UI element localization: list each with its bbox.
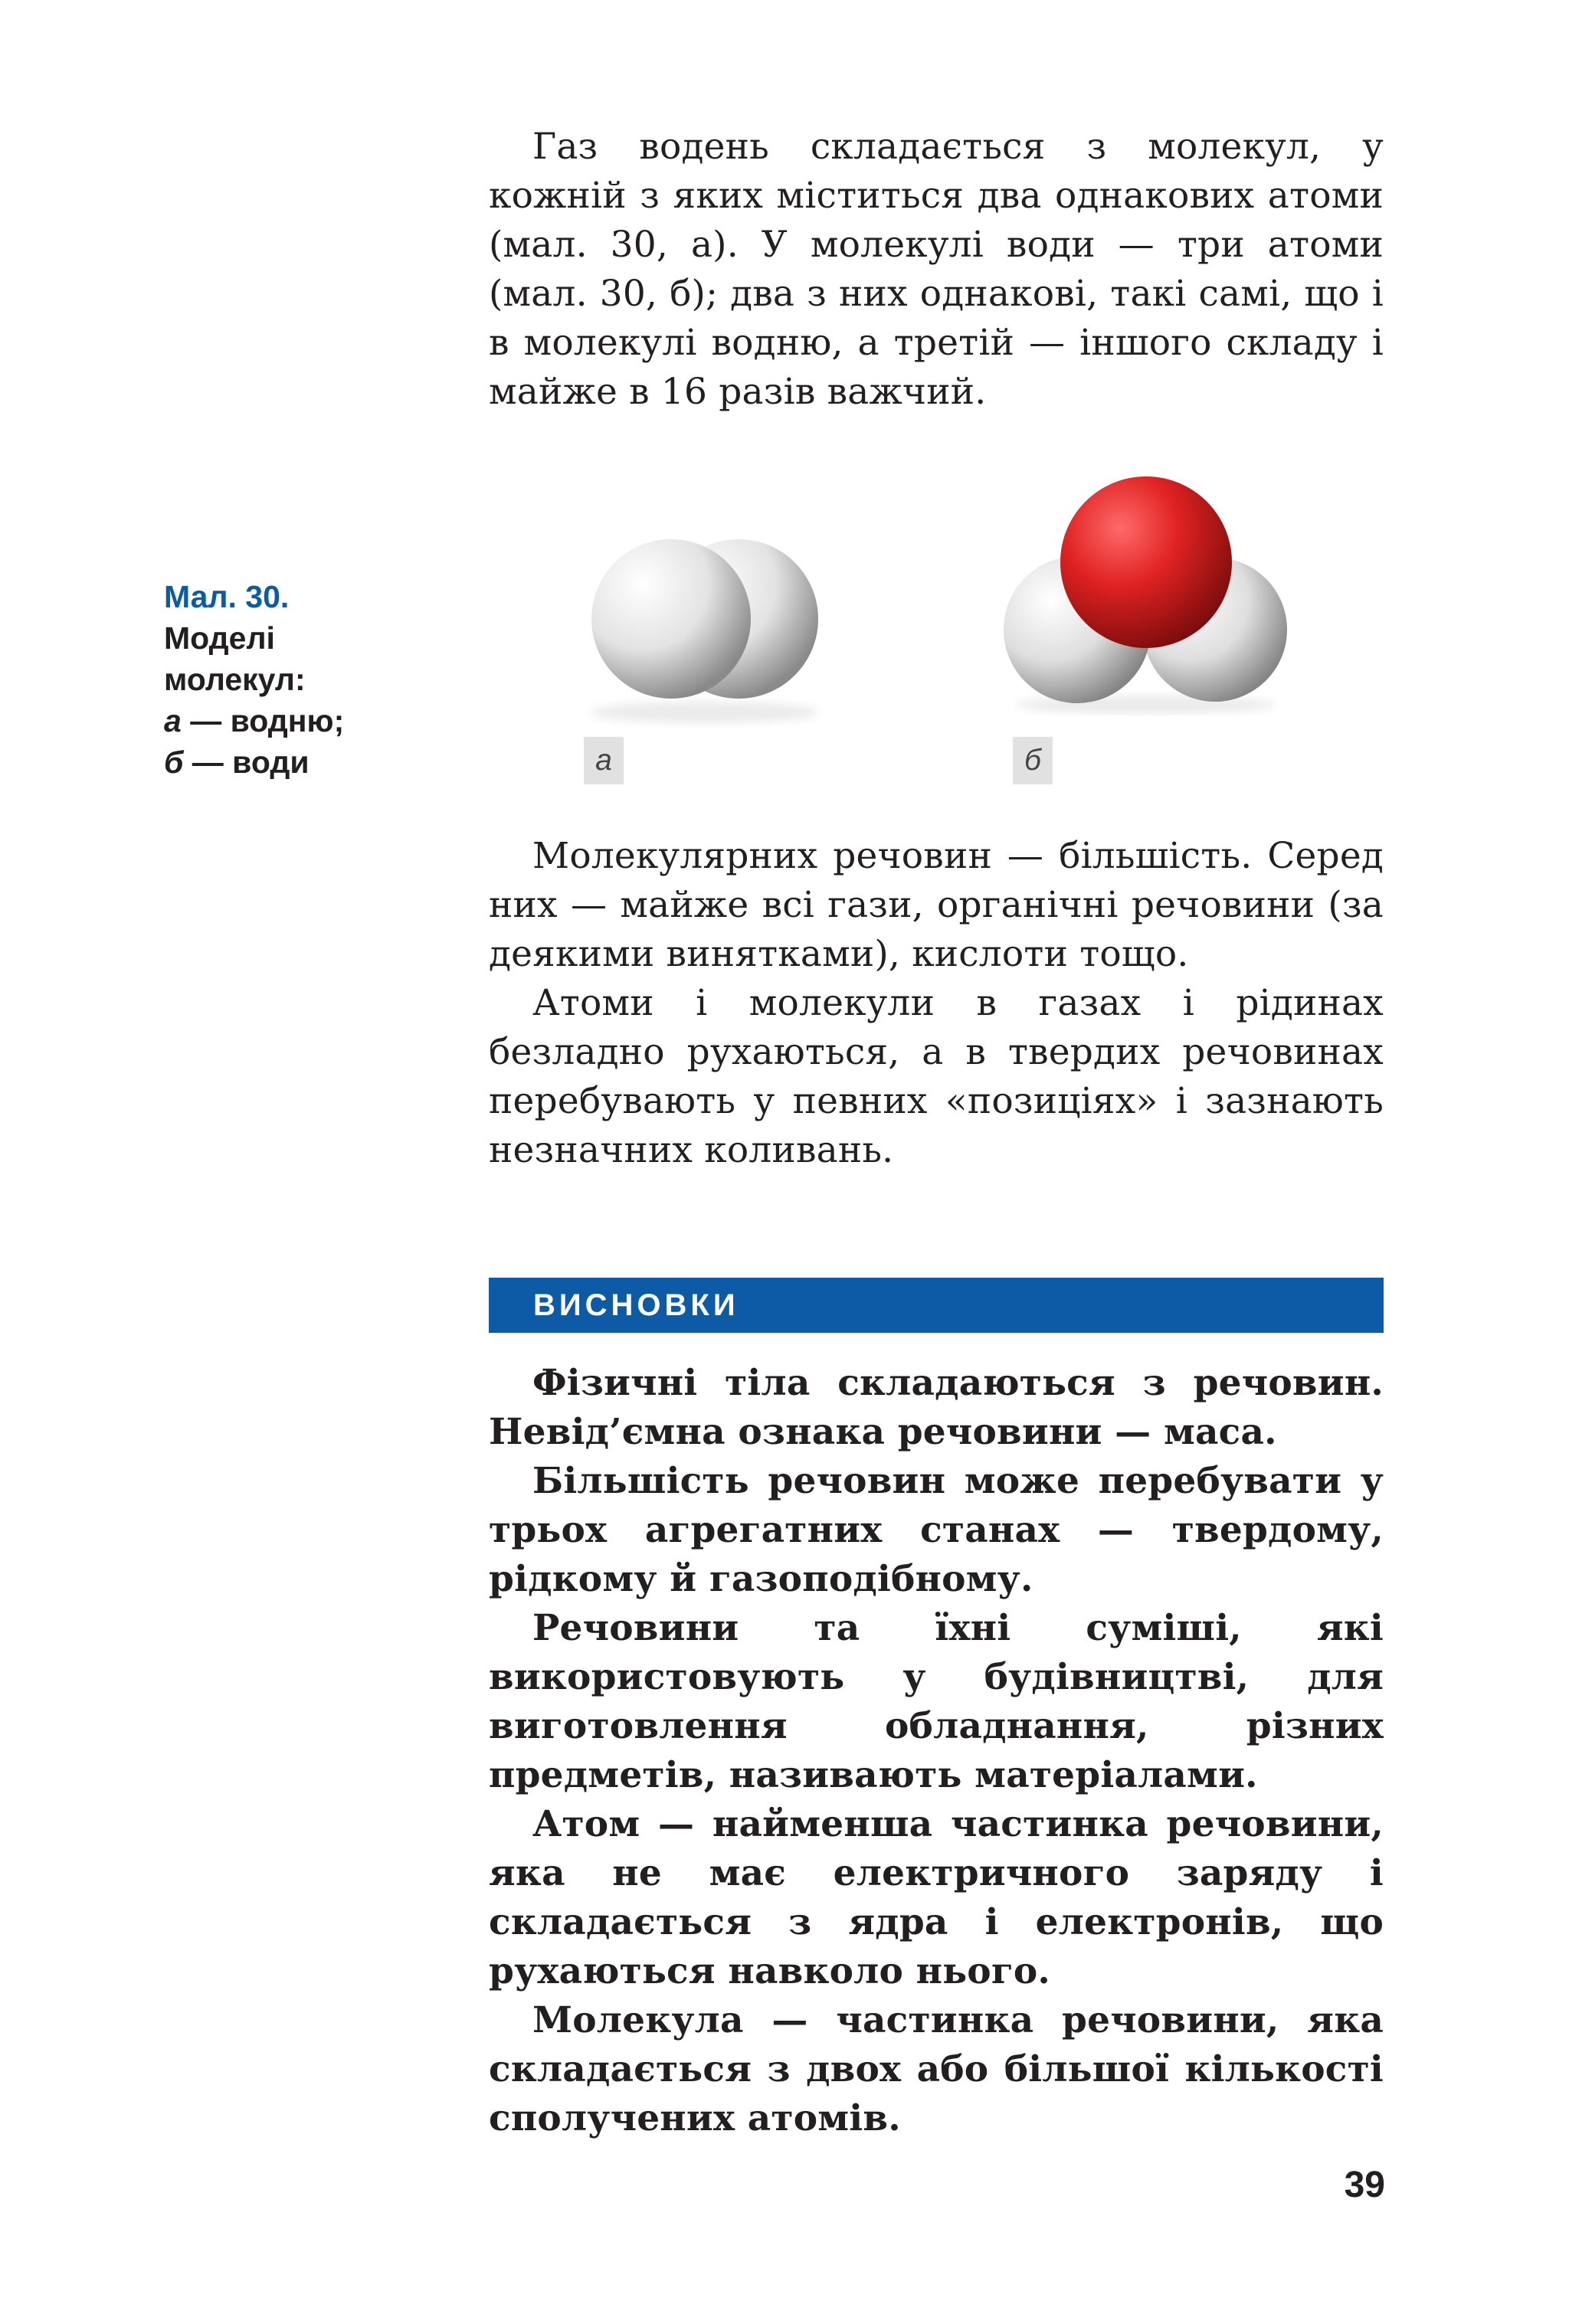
figure-caption-item-b: б — води (164, 745, 310, 780)
middle-text (489, 832, 1384, 1175)
paragraph: Газ водень складається з молекул, у кожній з яких міститься два однакових атоми (мал. 30, а). У молекулі води — три атоми (мал. 30, б); два з них однакові, такі самі, що і в молекулі водню, а третій — іншого складу і майже в 16 разів важчий. (489, 126, 1384, 413)
conclusion-paragraph: Молекула — частинка речовини, яка складається з двох або більшої кількості сполучених атомів. (489, 1999, 1384, 2139)
paragraph: Атоми і молекули в газах і рідинах безладно рухаються, а в твердих речовинах перебувають у певних «позиціях» і зазнають незначних коливань. (489, 982, 1384, 1171)
conclusions-title: ВИСНОВКИ (533, 1288, 739, 1322)
conclusions-header (489, 1278, 1384, 1333)
figure-caption-line: Моделі (164, 620, 275, 656)
figure-caption-item-a: а — водню; (164, 703, 345, 738)
conclusion-paragraph: Речовини та їхні суміші, які використовують у будівництві, для виготовлення обладнання, різних предметів, називають матеріалами. (489, 1607, 1384, 1796)
figure-label-a: а (584, 737, 624, 784)
figure-caption-line: молекул: (164, 662, 306, 697)
figure-caption-title: Мал. 30. (164, 579, 290, 614)
figure-caption (164, 576, 394, 783)
water-molecule-model (993, 463, 1299, 715)
figure-label-b: б (1013, 737, 1053, 784)
oxygen-atom (1060, 476, 1232, 648)
conclusion-paragraph: Фізичні тіла складаються з речовин. Невід’ємна ознака речовини — маса. (489, 1362, 1384, 1453)
conclusion-paragraph: Більшість речовин може перебувати у трьох агрегатних станах — твердому, рідкому й газоподібному. (489, 1460, 1384, 1600)
page-number: 39 (1344, 2165, 1385, 2205)
hydrogen-atom (591, 539, 751, 699)
intro-text (489, 123, 1384, 417)
conclusions-text (489, 1359, 1384, 2143)
conclusion-paragraph: Атом — найменша частинка речовини, яка не має електричного заряду і складається з ядра і електронів, що рухаються навколо нього. (489, 1803, 1384, 1992)
paragraph: Молекулярних речовин — більшість. Серед них — майже всі гази, органічні речовини (за деякими винятками), кислоти тощо. (489, 835, 1384, 975)
hydrogen-molecule-model (567, 512, 843, 734)
